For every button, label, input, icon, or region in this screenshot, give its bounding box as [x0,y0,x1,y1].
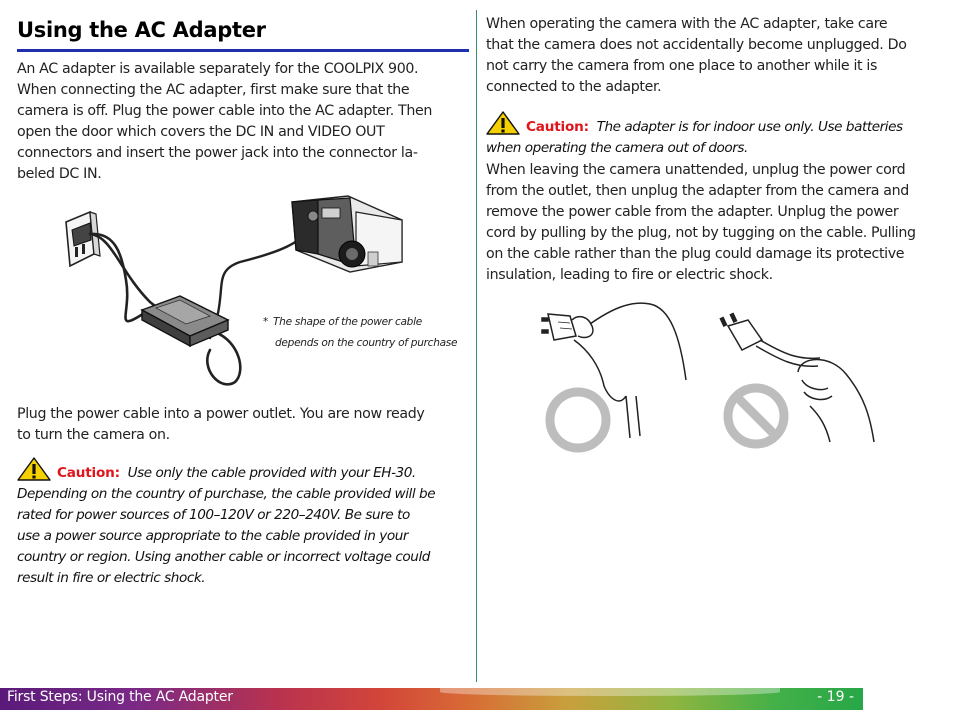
footer-decoration [440,688,780,696]
text-line: When leaving the camera unattended, unplug the power cord [486,162,906,178]
caution-text-line: rated for power sources of 100–120V or 220–240V. Be sure to [17,507,410,523]
ac-adapter-connection-illustration [60,192,430,392]
footer-section-title: First Steps: Using the AC Adapter [7,689,233,705]
plug-in-paragraph [17,404,472,446]
footnote-line: The shape of the power cable [273,316,422,328]
left-caution-paragraph [17,457,472,589]
unplugging-illustration [530,296,900,456]
text-line: connected to the adapter. [486,79,662,95]
caution-text-line: use a power source appropriate to the cable provided in your [17,528,409,544]
text-line: to turn the camera on. [17,427,170,443]
caution-text-line: Use only the cable provided with your EH-30. [127,465,416,481]
unattended-paragraph [486,160,946,286]
text-line: connectors and insert the power jack into the connector la- [17,145,418,161]
footnote-mark: * [263,316,268,328]
page-heading: Using the AC Adapter [17,18,266,42]
wall-outlet-icon [66,212,100,266]
text-line: not carry the camera from one place to another while it is [486,58,878,74]
operating-paragraph [486,14,941,98]
heading-rule [17,49,469,52]
caution-text-line: result in fire or electric shock. [17,570,206,586]
ac-adapter-icon [142,296,228,346]
prohibited-icon [728,388,784,444]
caution-label: Caution: [57,465,120,481]
text-line: on the cable rather than the plug could damage its protective [486,246,905,262]
correct-circle-icon [550,392,606,448]
text-line: An AC adapter is available separately for the COOLPIX 900. [17,61,419,77]
caution-text-line: Depending on the country of purchase, the cable provided will be [17,486,436,502]
caution-text-line: when operating the camera out of doors. [486,140,748,156]
hand-pulling-cable-icon [720,314,874,442]
text-line: Plug the power cable into a power outlet. You are now ready [17,406,425,422]
text-line: that the camera does not accidentally become unplugged. Do [486,37,907,53]
text-line: When connecting the AC adapter, first make sure that the [17,82,410,98]
text-line: open the door which covers the DC IN and VIDEO OUT [17,124,385,140]
text-line: cord by pulling by the plug, not by tugging on the cable. Pulling [486,225,916,241]
warning-triangle-icon [17,457,51,481]
text-line: beled DC IN. [17,166,102,182]
text-line: camera is off. Plug the power cable into the AC adapter. Then [17,103,433,119]
caution-text-line: country or region. Using another cable or incorrect voltage could [17,549,430,565]
footnote-line: depends on the country of purchase [275,337,458,349]
intro-paragraph [17,59,472,185]
illustration-footnote [263,312,473,354]
footer-page-number: - 19 - [817,689,854,705]
camera-icon [292,196,402,272]
warning-triangle-icon [486,111,520,135]
text-line: When operating the camera with the AC adapter, take care [486,16,888,32]
text-line: from the outlet, then unplug the adapter from the camera and [486,183,909,199]
text-line: remove the power cable from the adapter. Unplug the power [486,204,899,220]
hand-pulling-plug-icon [542,303,686,438]
column-divider [476,10,477,682]
text-line: insulation, leading to fire or electric shock. [486,267,773,283]
right-caution-paragraph [486,111,946,159]
caution-text-line: The adapter is for indoor use only. Use batteries [596,119,903,135]
caution-label: Caution: [526,119,589,135]
